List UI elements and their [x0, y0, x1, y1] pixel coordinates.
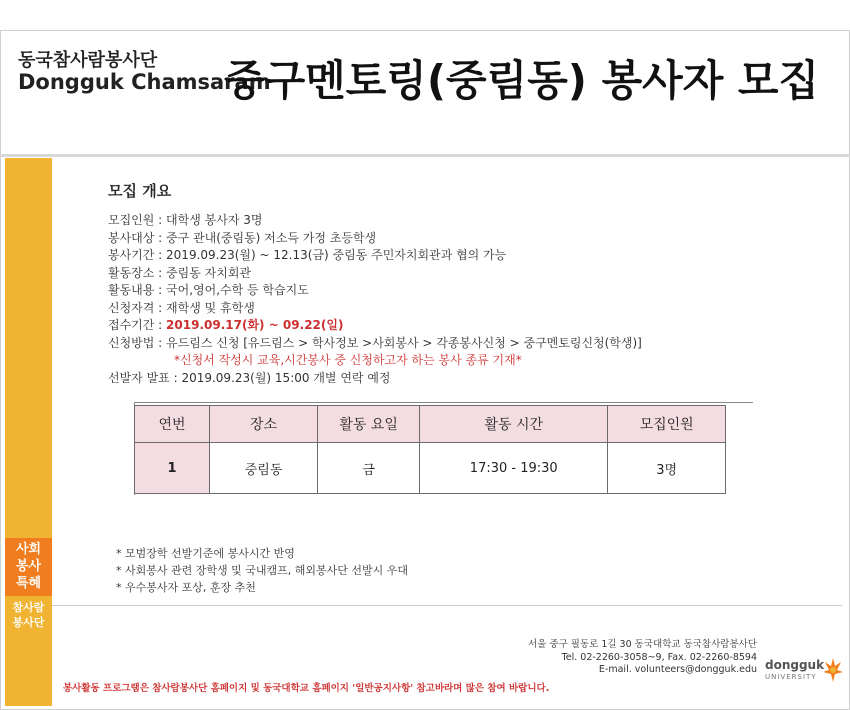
- target-line: 봉사대상 : 중구 관내(중림동) 저소득 가정 초등학생: [108, 230, 377, 245]
- footer-note: 봉사활동 프로그램은 참사람봉사단 홈페이지 및 동국대학교 홈페이지 '일반공지사항' 참고바라며 많은 참여 바랍니다.: [63, 683, 550, 694]
- header-divider: [0, 154, 850, 157]
- org-name-korean: 동국참사람봉사단: [18, 50, 158, 71]
- place-line: 활동장소 : 중림동 자치회관: [108, 265, 251, 280]
- apply-dates: 2019.09.17(화) ~ 09.22(일): [166, 318, 344, 332]
- recruit-line: 모집인원 : 대학생 봉사자 3명: [108, 213, 263, 227]
- page-title: 중구멘토링(중림동) 봉사자 모집: [224, 56, 820, 105]
- footer-email: E-mail. volunteers@dongguk.edu: [598, 664, 757, 675]
- logo-wordmark: dongguk: [765, 658, 825, 672]
- logo-subtext: UNIVERSITY: [765, 673, 817, 681]
- sidebar-org-label: 참사람 봉사단: [12, 601, 45, 629]
- col-header-time: 활동 시간: [420, 406, 608, 443]
- overview-title: 모집 개요: [108, 182, 172, 200]
- section-divider: [52, 605, 842, 606]
- method-line: 신청방법 : 유드림스 신청 [유드림스 > 학사정보 >사회봉사 > 각종봉사신청 > 중구멘토링신청(학생)]: [108, 335, 642, 350]
- apply-label: 접수기간 :: [108, 318, 167, 332]
- footer-address: 서울 중구 필동로 1길 30 동국대학교 동국참사람봉사단: [528, 639, 757, 650]
- cell-time: 17:30 - 19:30: [420, 443, 608, 494]
- period-line: 봉사기간 : 2019.09.23(월) ~ 12.13(금) 중림동 주민자치회관과 협의 가능: [108, 248, 507, 262]
- benefits-list: [116, 545, 408, 596]
- sidebar-section-org: [5, 600, 52, 644]
- list-item: * 모범장학 선발기준에 봉사시간 반영: [116, 547, 295, 560]
- table-header-row: [135, 406, 726, 443]
- cell-place: 중림동: [210, 443, 318, 494]
- content-line: 활동내용 : 국어,영어,수학 등 학습지도: [108, 283, 309, 297]
- sidebar-section-benefits: [5, 538, 52, 596]
- footer-contact: [528, 639, 757, 677]
- sidebar-benefits-label: 사회 봉사 특혜: [15, 542, 42, 591]
- org-name-english: Dongguk Chamsaram: [18, 70, 271, 94]
- dongguk-logo: [765, 656, 845, 690]
- cell-count: 3명: [608, 443, 726, 494]
- col-header-day: 활동 요일: [318, 406, 420, 443]
- apply-period-line: [108, 317, 642, 335]
- list-item: * 우수봉사자 포상, 훈장 추천: [116, 581, 256, 594]
- eligibility-line: 신청자격 : 재학생 및 휴학생: [108, 300, 255, 315]
- cell-day: 금: [318, 443, 420, 494]
- overview-list: [108, 212, 642, 387]
- method-note: *신청서 작성시 교육,시간봉사 중 신청하고자 하는 봉사 종류 기재*: [174, 353, 522, 367]
- footer-tel: Tel. 02-2260-3058~9, Fax. 02-2260-8594: [561, 651, 757, 663]
- table-row: [135, 443, 726, 494]
- cell-number: 1: [135, 443, 210, 494]
- col-header-count: 모집인원: [608, 406, 726, 443]
- list-item: * 사회봉사 관련 장학생 및 국내캠프, 해외봉사단 선발시 우대: [116, 564, 408, 577]
- schedule-table: [134, 405, 726, 494]
- logo-flame-icon: [823, 656, 843, 682]
- announce-line: 선발자 발표 : 2019.09.23(월) 15:00 개별 연락 예정: [108, 370, 391, 385]
- col-header-place: 장소: [210, 406, 318, 443]
- col-header-number: 연번: [135, 406, 210, 443]
